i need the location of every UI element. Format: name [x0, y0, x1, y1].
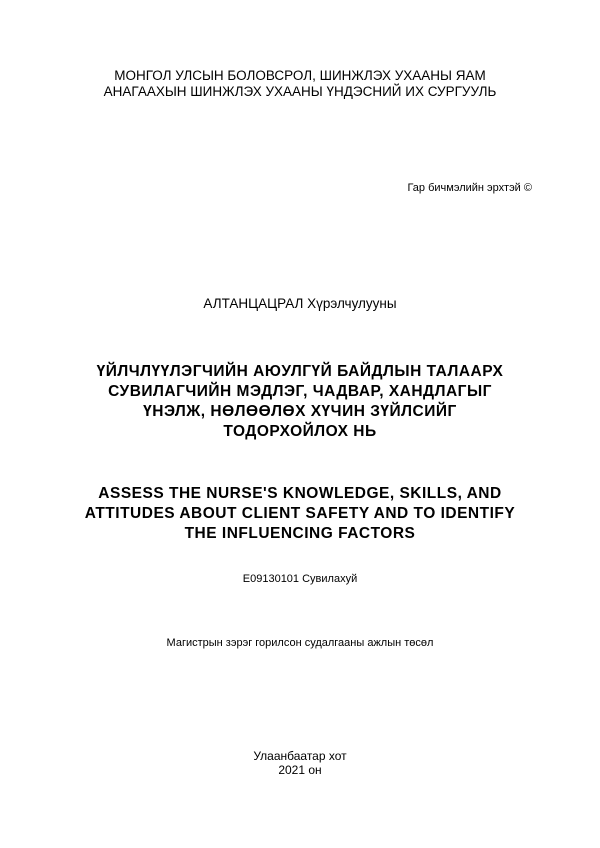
project-type: Магистрын зэрэг горилсон судалгааны ажлын төсөл: [166, 637, 434, 649]
author-name: АЛТАНЦАЦРАЛ Хүрэлчулууны: [203, 296, 397, 311]
ministry-name: МОНГОЛ УЛСЫН БОЛОВСРОЛ, ШИНЖЛЭХ УХААНЫ ЯАМ: [114, 68, 486, 83]
institution-header: [0, 68, 600, 100]
university-name: АНАГААХЫН ШИНЖЛЭХ УХААНЫ ҮНДЭСНИЙ ИХ СУРГУУЛЬ: [103, 84, 497, 99]
place-and-year: [0, 749, 600, 777]
specialty-code: E09130101 Сувилахуй: [242, 573, 358, 585]
city: Улаанбаатар хот: [253, 749, 347, 763]
thesis-title-english: ASSESS THE NURSE'S KNOWLEDGE, SKILLS, AND ATTITUDES ABOUT CLIENT SAFETY AND TO IDENTIFY THE INFLUENCING FACTORS: [84, 485, 516, 542]
copyright-note: Гар бичмэлийн эрхтэй ©: [407, 182, 532, 194]
thesis-title-mongolian: ҮЙЛЧЛҮҮЛЭГЧИЙН АЮУЛГҮЙ БАЙДЛЫН ТАЛААРХ СУВИЛАГЧИЙН МЭДЛЭГ, ЧАДВАР, ХАНДЛАГЫГ ҮНЭЛЖ, НӨЛӨӨЛӨХ ХҮЧИН ЗҮЙЛСИЙГ ТОДОРХОЙЛОХ НЬ: [96, 363, 504, 440]
year: 2021 он: [278, 763, 322, 777]
